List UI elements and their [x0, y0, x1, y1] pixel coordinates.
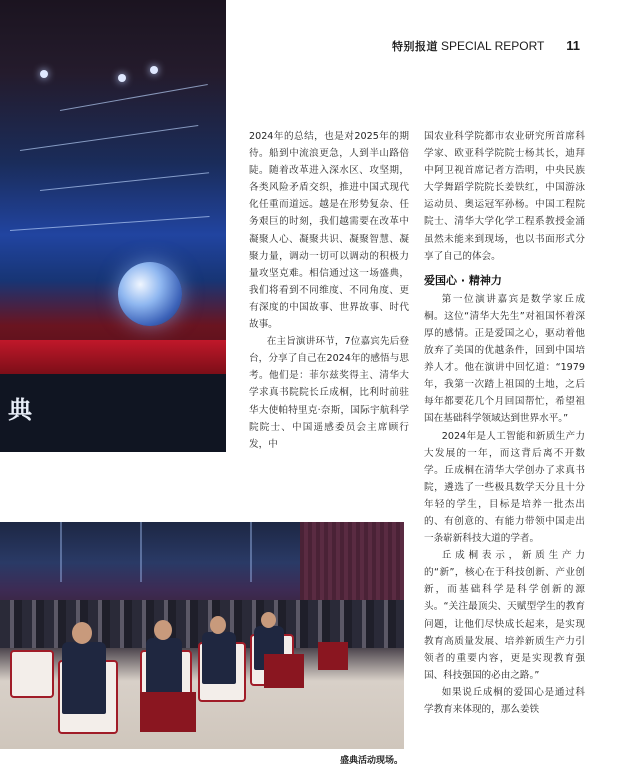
- paragraph: 国农业科学院都市农业研究所首席科学家、欧亚科学院院士杨其长，迪拜中阿卫视首席记者方浩明，中央民族大学舞蹈学院院长姜铁红，中国游泳运动员、奥运冠军孙杨。中国工程院院士、清华大学化学工程系教授金涌虽然未能来到现场，也以书面形式分享了自己的体会。: [424, 131, 585, 262]
- paragraph: 第一位演讲嘉宾是数学家丘成桐。这位“清华大先生”对祖国怀着深厚的感情。正是爱国之心，驱动着他放弃了美国的优越条件，回到中国培养人才。他在演讲中回忆道：“1979年，我第一次踏上祖国的土地，之后每年都要花几个月回国帮忙，希望祖国在基础科学领域达到世界水平。”: [424, 293, 585, 425]
- audience-row: [0, 616, 404, 632]
- paragraph: 2024年是人工智能和新质生产力大发展的一年，而这背后离不开数学。丘成桐在清华大学创办了求真书院，遴选了一些极具数学天分且十分年轻的学生，目标是培养一批杰出的、有创意的、有能力带领中国走出一条崭新科技大道的学者。: [424, 430, 585, 545]
- stage-red-platform: [0, 340, 226, 374]
- paragraph: 2024年的总结，也是对2025年的期待。船到中流浪更急，人到半山路倍陡。随着改革进入深水区、攻坚期，各类风险矛盾交织，推进中国式现代化任重而道远。越是在形势复杂、任务艰巨的时刻，我们越需要在改革中凝聚人心、凝聚共识、凝聚智慧、凝聚力量，调动一切可以调动的积极力量攻坚克难。相信通过这一场盛典，我们将看到不同维度、不同角度、更有深度的中国故事、世界故事、时代故事。: [249, 131, 409, 331]
- stage-banner: [0, 374, 226, 452]
- section-heading: 爱国心 · 精神力: [424, 273, 502, 287]
- section-title-zh: 特别报道: [392, 40, 438, 53]
- text-column-1: [249, 128, 409, 453]
- guest-head: [154, 620, 172, 640]
- light-streak: [40, 172, 209, 191]
- seated-guest: [146, 638, 182, 696]
- guest-head: [210, 616, 226, 634]
- stage-photo: [0, 0, 226, 452]
- spotlight: [40, 70, 48, 78]
- glowing-sphere: [118, 262, 182, 326]
- spotlight: [118, 74, 126, 82]
- seated-guest: [202, 632, 236, 684]
- light-streak: [10, 216, 210, 231]
- section-title-en: SPECIAL REPORT: [441, 39, 545, 53]
- curtain: [300, 522, 404, 608]
- paragraph: 在主旨演讲环节，7位嘉宾先后登台，分享了自己在2024年的感悟与思考。他们是：菲尔兹奖得主、清华大学求真书院院长丘成桐，比利时前驻华大使帕特里克·奈斯，国际宇航科学院院士、中国遥感委员会主席顾行发，中: [249, 336, 409, 450]
- guest-head: [261, 612, 276, 628]
- photo-caption: 盛典活动现场。: [340, 756, 404, 766]
- page-number: 11: [566, 38, 580, 53]
- event-venue-photo: [0, 522, 404, 749]
- side-table: [264, 654, 304, 688]
- banner-text: 典: [8, 395, 32, 424]
- light-beam: [140, 522, 142, 582]
- light-streak: [60, 84, 208, 111]
- light-beam: [250, 522, 252, 582]
- light-beam: [60, 522, 62, 582]
- paragraph: 丘成桐表示，新质生产力的“新”，核心在于科技创新、产业创新，而基础科学是科学创新的源头。“关注最顶尖、天赋型学生的教育问题，让他们尽快成长起来，是实现教育高质量发展、培养新质生产力引领者的重要内容，更是实现教育强国、科技强国的必由之路。”: [424, 550, 585, 681]
- spotlight: [150, 66, 158, 74]
- guest-chair: [10, 650, 54, 698]
- page-header: [392, 38, 580, 56]
- light-streak: [20, 125, 198, 151]
- side-table: [318, 642, 348, 670]
- guest-head: [72, 622, 92, 644]
- audience-row: [0, 600, 404, 616]
- paragraph: 如果说丘成桐的爱国心是通过科学教育来体现的，那么姜铁: [424, 686, 585, 715]
- text-column-2: [424, 128, 585, 718]
- seated-guest: [62, 642, 106, 714]
- side-table: [140, 692, 196, 732]
